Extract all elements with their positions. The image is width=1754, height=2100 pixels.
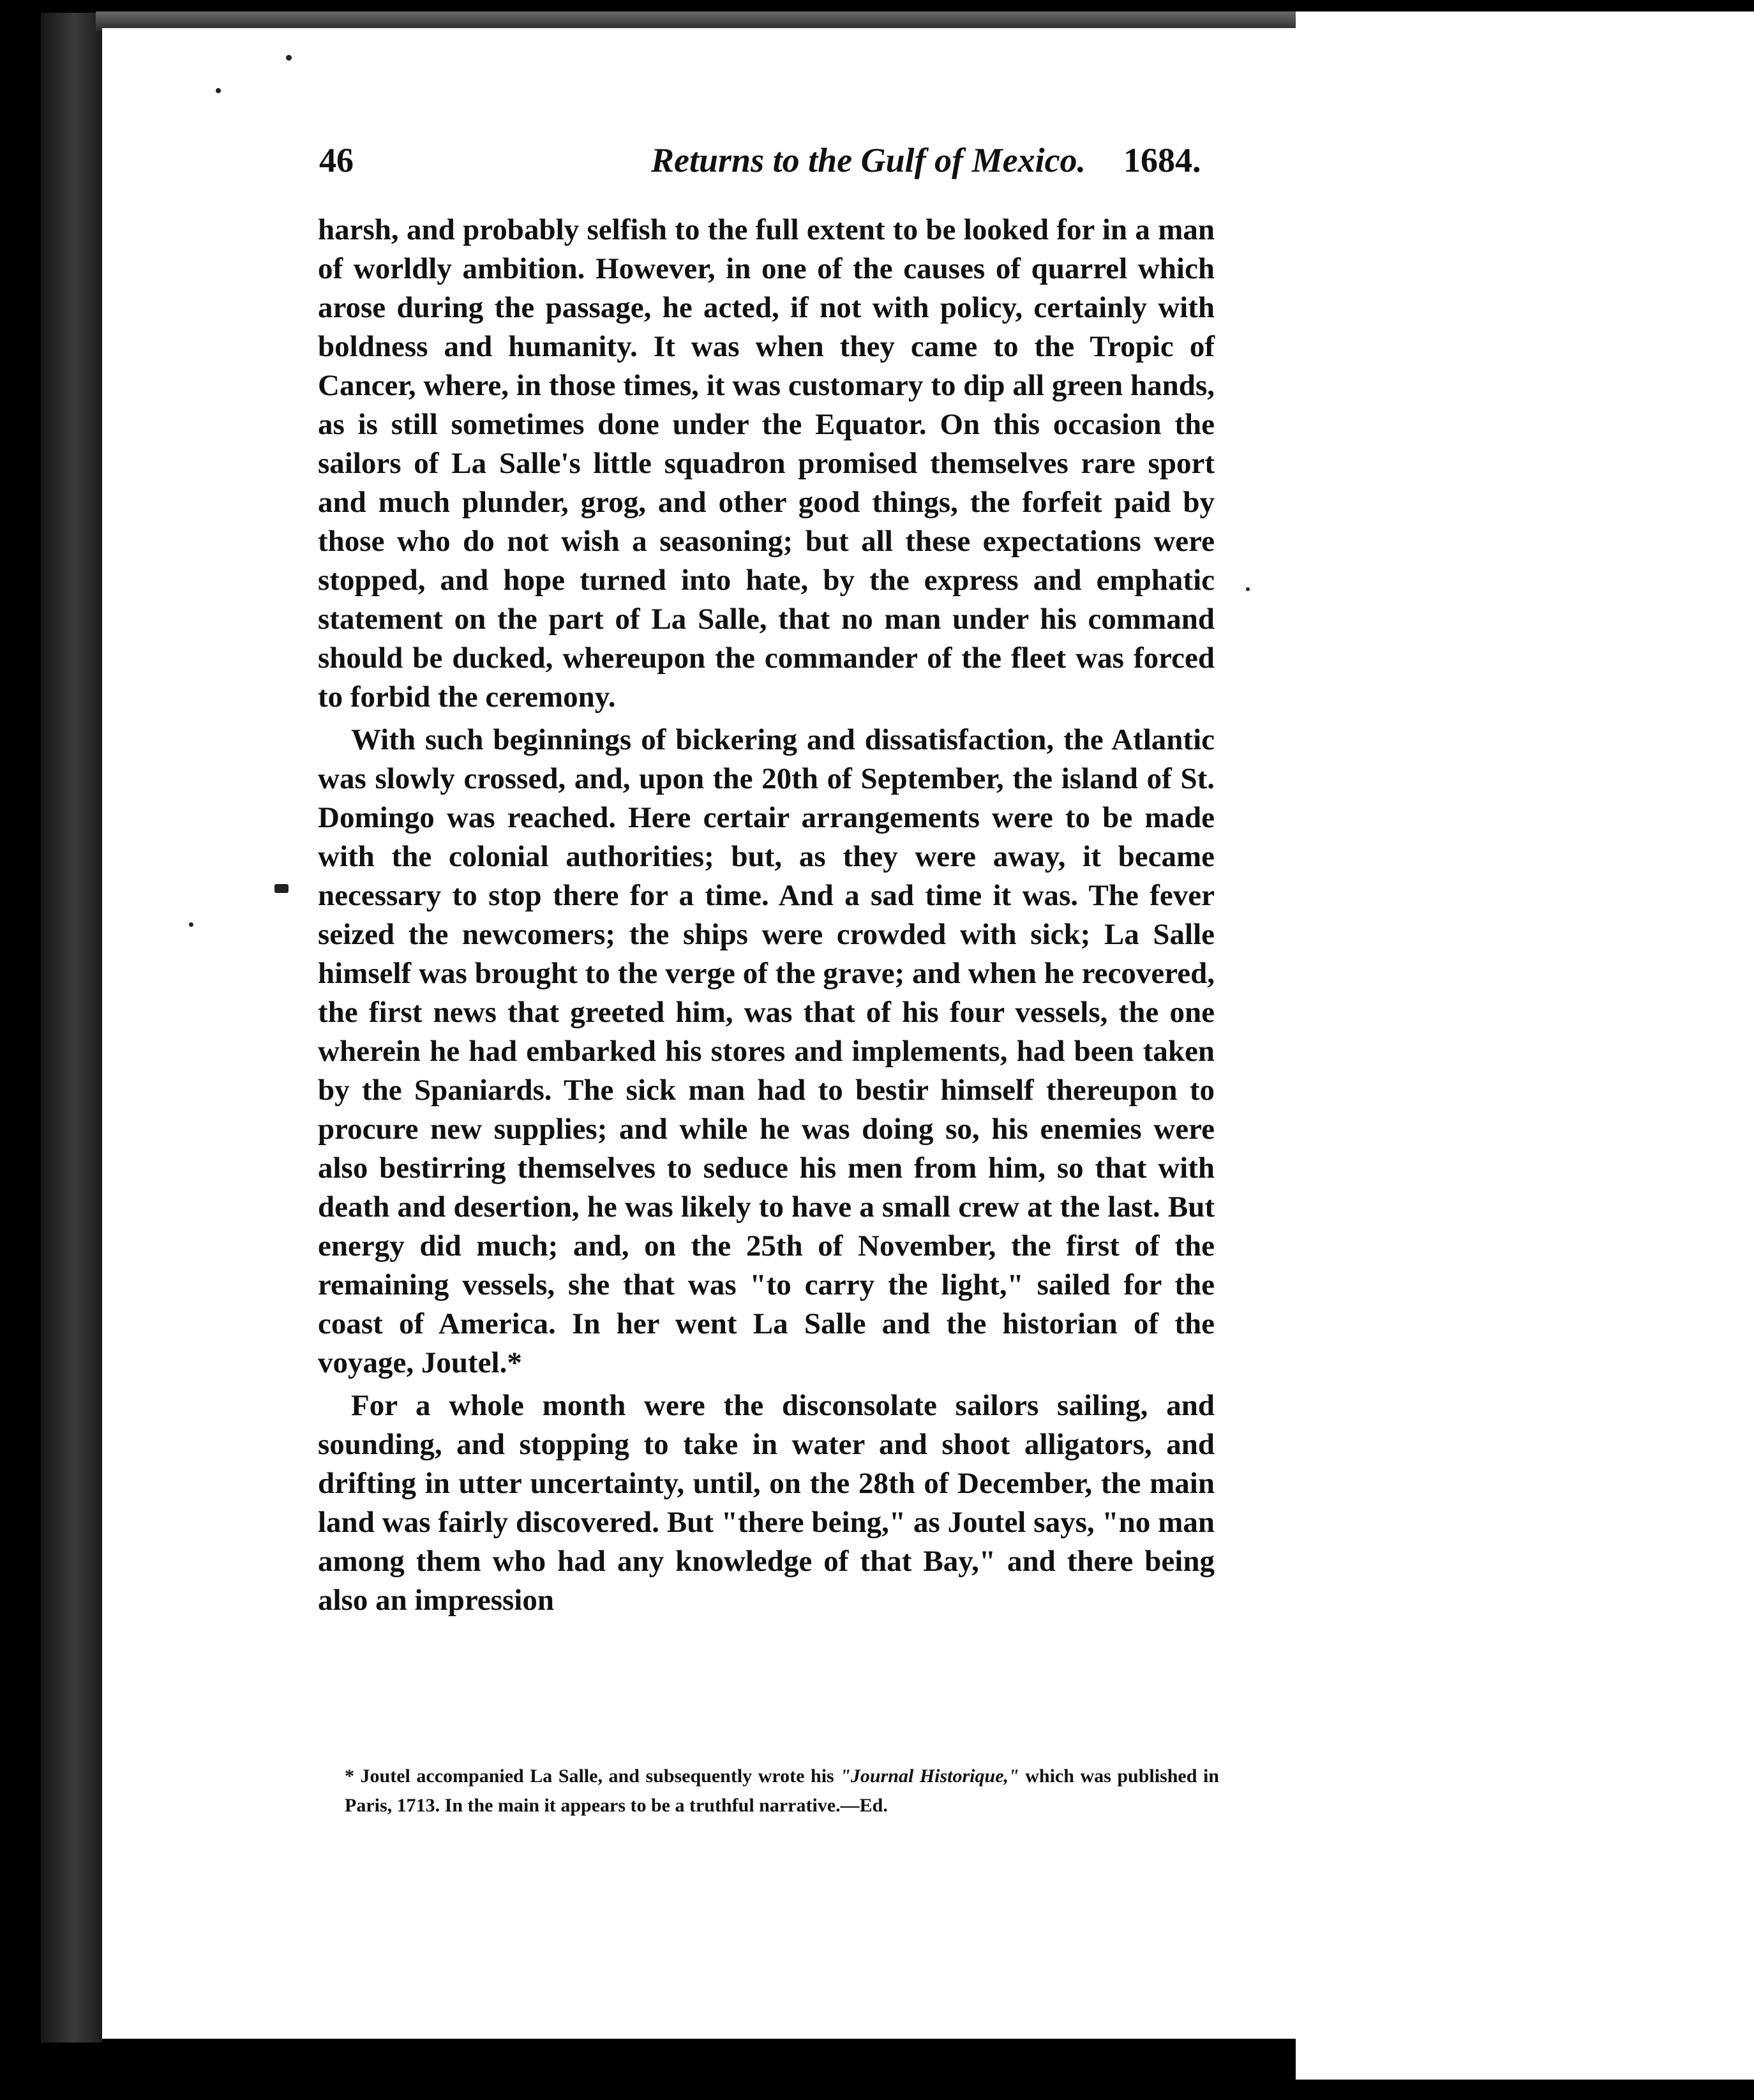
footnote-text-start: * Joutel accompanied La Salle, and subsequently wrote his (345, 1766, 841, 1787)
header-year: 1684. (1123, 141, 1201, 179)
footnote-book-title: "Journal Historique," (840, 1766, 1019, 1787)
page-header (217, 140, 1213, 191)
paragraph: With such beginnings of bickering and dissatisfaction, the Atlantic was slowly crossed, and, upon the 20th of September, the island of St. Domingo was reached. Here certair arrangements were to be made with the colonial authorities; but, as they were away, it became necessary to stop there for a time. And a sad time it was. The fever seized the newcomers; the ships were crowded with sick; La Salle himself was brought to the verge of the grave; and when he recovered, the first news that greeted him, was that of his four vessels, the one wherein he had embarked his stores and implements, had been taken by the Spaniards. The sick man had to bestir himself thereupon to procure new supplies; and while he was doing so, his enemies were also bestirring themselves to seduce his men from him, so that with death and desertion, he was likely to have a small crew at the last. But energy did much; and, on the 25th of November, the first of the remaining vessels, she that was "to carry the light," sailed for the coast of America. In her went La Salle and the historian of the voyage, Joutel.* (318, 723, 1215, 1379)
scan-speck (1246, 587, 1250, 591)
scan-speck (216, 88, 221, 93)
paragraph: For a whole month were the disconsolate sailors sailing, and sounding, and stopping to take in water and shoot alligators, and drifting in utter uncertainty, until, on the 28th of December, the main land was fairly discovered. But "there being," as Joutel says, "no man among them who had any knowledge of that Bay," and there being also an impression (318, 1389, 1215, 1617)
scan-speck (189, 922, 193, 927)
body-text (318, 211, 1215, 1624)
page-number: 46 (319, 141, 354, 179)
paragraph: harsh, and probably selfish to the full extent to be looked for in a man of worldly ambition. However, in one of the causes of quarrel which arose during the passage, he acted, if not with policy, certainly with boldness and humanity. It was when they came to the Tropic of Cancer, where, in those times, it was customary to dip all green hands, as is still sometimes done under the Equator. On this occasion the sailors of La Salle's little squadron promised themselves rare sport and much plunder, grog, and other good things, the forfeit paid by those who do not wish a seasoning; but all these expectations were stopped, and hope turned into hate, by the express and emphatic statement on the part of La Salle, that no man under his command should be ducked, whereupon the commander of the fleet was forced to forbid the ceremony. (318, 213, 1215, 714)
footnote-text-end: which was published in Paris, 1713. In the main it appears to be a truthful narrative.—Ed. (345, 1766, 1219, 1816)
scan-speck (286, 55, 292, 61)
binding-shadow (41, 13, 102, 2043)
scan-speck (274, 884, 289, 893)
footnote (345, 1762, 1219, 1820)
facing-blank-sheet (1296, 11, 1754, 2080)
running-title: Returns to the Gulf of Mexico. (651, 141, 1086, 179)
